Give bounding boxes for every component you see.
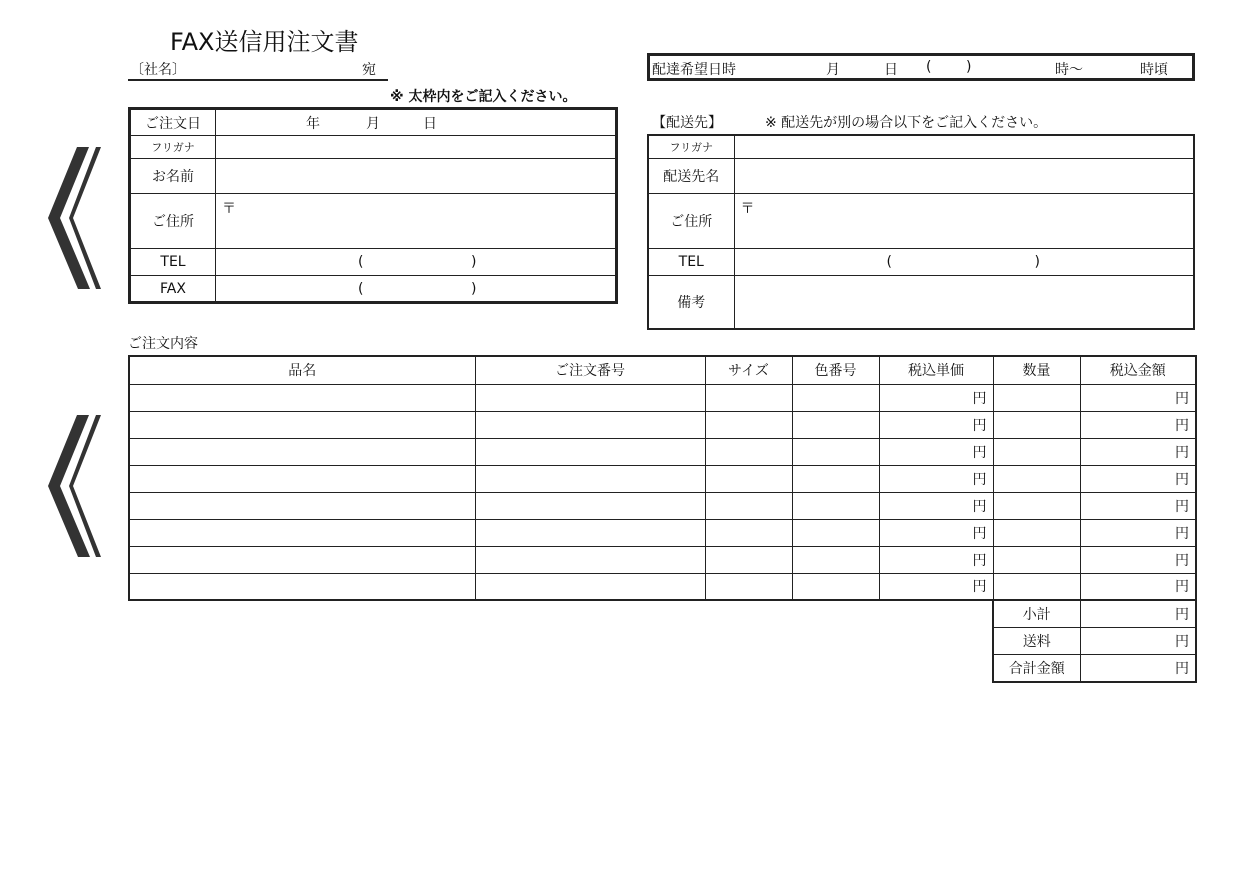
shipping-table — [647, 134, 1195, 330]
item-name-cell[interactable] — [129, 573, 475, 600]
color-number-cell[interactable] — [792, 384, 879, 411]
order-row — [129, 411, 1196, 438]
color-number-cell[interactable] — [792, 465, 879, 492]
quantity-cell[interactable] — [993, 465, 1080, 492]
delivery-datetime-field[interactable] — [647, 53, 1195, 81]
shipping-address-field[interactable] — [734, 193, 1194, 248]
close-paren: ) — [1034, 253, 1040, 270]
item-name-cell[interactable] — [129, 411, 475, 438]
amount-cell[interactable]: 円 — [1080, 438, 1196, 465]
order-number-cell[interactable] — [475, 492, 705, 519]
quantity-cell[interactable] — [993, 519, 1080, 546]
name-field[interactable] — [216, 159, 617, 194]
color-number-cell[interactable] — [792, 573, 879, 600]
company-underline — [128, 79, 388, 81]
fax-label: FAX — [130, 276, 216, 303]
page-title: FAX送信用注文書 — [170, 28, 359, 56]
order-row — [129, 492, 1196, 519]
shipping-note: ※ 配送先が別の場合以下をご記入ください。 — [765, 115, 1048, 131]
color-number-cell[interactable] — [792, 546, 879, 573]
size-cell[interactable] — [705, 411, 792, 438]
amount-cell[interactable]: 円 — [1080, 546, 1196, 573]
delivery-datetime-label: 配達希望日時 — [652, 62, 736, 78]
shipping-name-label: 配送先名 — [648, 158, 734, 193]
total-label: 合計金額 — [993, 655, 1080, 682]
amount-cell[interactable]: 円 — [1080, 519, 1196, 546]
year-label: 年 — [306, 115, 320, 132]
order-row — [129, 519, 1196, 546]
subtotal-field[interactable]: 円 — [1080, 601, 1196, 628]
quantity-cell[interactable] — [993, 492, 1080, 519]
color-number-cell[interactable] — [792, 492, 879, 519]
month-label: 月 — [366, 115, 380, 132]
order-number-cell[interactable] — [475, 438, 705, 465]
size-cell[interactable] — [705, 384, 792, 411]
chevron-left-icon — [40, 413, 110, 559]
address-field[interactable] — [216, 194, 617, 249]
fax-field[interactable] — [216, 276, 617, 303]
subtotal-label: 小計 — [993, 601, 1080, 628]
size-cell[interactable] — [705, 438, 792, 465]
totals-table — [992, 600, 1197, 683]
unit-price-cell[interactable]: 円 — [879, 411, 993, 438]
order-number-cell[interactable] — [475, 546, 705, 573]
remarks-field[interactable] — [734, 275, 1194, 329]
header-color-number: 色番号 — [792, 356, 879, 384]
day-label: 日 — [423, 115, 437, 132]
furigana-label: フリガナ — [648, 135, 734, 158]
unit-price-cell[interactable]: 円 — [879, 465, 993, 492]
order-section-label: ご注文内容 — [128, 336, 198, 352]
quantity-cell[interactable] — [993, 384, 1080, 411]
bold-note: ※ 太枠内をご記入ください。 — [390, 89, 577, 105]
color-number-cell[interactable] — [792, 411, 879, 438]
order-number-cell[interactable] — [475, 519, 705, 546]
quantity-cell[interactable] — [993, 438, 1080, 465]
amount-cell[interactable]: 円 — [1080, 492, 1196, 519]
close-paren: ) — [966, 59, 972, 75]
open-paren: ( — [926, 59, 932, 75]
header-unit-price: 税込単価 — [879, 356, 993, 384]
shipping-fee-label: 送料 — [993, 628, 1080, 655]
order-number-cell[interactable] — [475, 573, 705, 600]
order-table — [128, 355, 1197, 601]
item-name-cell[interactable] — [129, 546, 475, 573]
size-cell[interactable] — [705, 492, 792, 519]
order-row — [129, 438, 1196, 465]
header-order-number: ご注文番号 — [475, 356, 705, 384]
order-row — [129, 465, 1196, 492]
name-label: お名前 — [130, 159, 216, 194]
open-paren: ( — [886, 253, 892, 270]
unit-price-cell[interactable]: 円 — [879, 438, 993, 465]
order-date-field[interactable] — [216, 109, 617, 136]
order-number-cell[interactable] — [475, 465, 705, 492]
color-number-cell[interactable] — [792, 519, 879, 546]
quantity-cell[interactable] — [993, 573, 1080, 600]
order-row — [129, 546, 1196, 573]
item-name-cell[interactable] — [129, 384, 475, 411]
tel-label: TEL — [648, 248, 734, 275]
size-cell[interactable] — [705, 465, 792, 492]
item-name-cell[interactable] — [129, 438, 475, 465]
until-hour-label: 時頃 — [1140, 62, 1168, 78]
addressee-suffix: 宛 — [362, 62, 376, 78]
close-paren: ) — [471, 254, 477, 270]
order-number-cell[interactable] — [475, 411, 705, 438]
customer-table — [128, 107, 618, 304]
unit-price-cell[interactable]: 円 — [879, 384, 993, 411]
header-amount: 税込金額 — [1080, 356, 1196, 384]
size-cell[interactable] — [705, 573, 792, 600]
color-number-cell[interactable] — [792, 438, 879, 465]
furigana-label: フリガナ — [130, 136, 216, 159]
tel-field[interactable] — [216, 249, 617, 276]
unit-price-cell[interactable]: 円 — [879, 546, 993, 573]
shipping-label: 【配送先】 — [652, 115, 722, 131]
header-size: サイズ — [705, 356, 792, 384]
quantity-cell[interactable] — [993, 546, 1080, 573]
remarks-label: 備考 — [648, 275, 734, 329]
shipping-tel-field[interactable] — [734, 248, 1194, 275]
month-label: 月 — [826, 62, 840, 78]
amount-cell[interactable]: 円 — [1080, 465, 1196, 492]
unit-price-cell[interactable]: 円 — [879, 492, 993, 519]
shipping-name-field[interactable] — [734, 158, 1194, 193]
unit-price-cell[interactable]: 円 — [879, 573, 993, 600]
item-name-cell[interactable] — [129, 519, 475, 546]
chevron-left-icon — [40, 145, 110, 291]
item-name-cell[interactable] — [129, 492, 475, 519]
postal-mark: 〒 — [740, 200, 755, 217]
order-number-cell[interactable] — [475, 384, 705, 411]
furigana-field[interactable] — [216, 136, 617, 159]
close-paren: ) — [471, 280, 477, 297]
order-date-label: ご注文日 — [130, 109, 216, 136]
header-quantity: 数量 — [993, 356, 1080, 384]
address-label: ご住所 — [130, 194, 216, 249]
size-cell[interactable] — [705, 546, 792, 573]
shipping-furigana-field[interactable] — [734, 135, 1194, 158]
order-row — [129, 384, 1196, 411]
postal-mark: 〒 — [222, 201, 236, 217]
size-cell[interactable] — [705, 519, 792, 546]
shipping-fee-field[interactable]: 円 — [1080, 628, 1196, 655]
order-header-row — [129, 356, 1196, 384]
open-paren: ( — [358, 280, 364, 297]
total-field[interactable]: 円 — [1080, 655, 1196, 682]
amount-cell[interactable]: 円 — [1080, 411, 1196, 438]
quantity-cell[interactable] — [993, 411, 1080, 438]
company-label: 〔社名〕 — [130, 62, 186, 78]
tel-label: TEL — [130, 249, 216, 276]
item-name-cell[interactable] — [129, 465, 475, 492]
amount-cell[interactable]: 円 — [1080, 573, 1196, 600]
header-item-name: 品名 — [129, 356, 475, 384]
from-hour-label: 時～ — [1055, 62, 1083, 78]
unit-price-cell[interactable]: 円 — [879, 519, 993, 546]
amount-cell[interactable]: 円 — [1080, 384, 1196, 411]
address-label: ご住所 — [648, 193, 734, 248]
day-label: 日 — [884, 62, 898, 78]
open-paren: ( — [358, 254, 364, 270]
order-row — [129, 573, 1196, 600]
